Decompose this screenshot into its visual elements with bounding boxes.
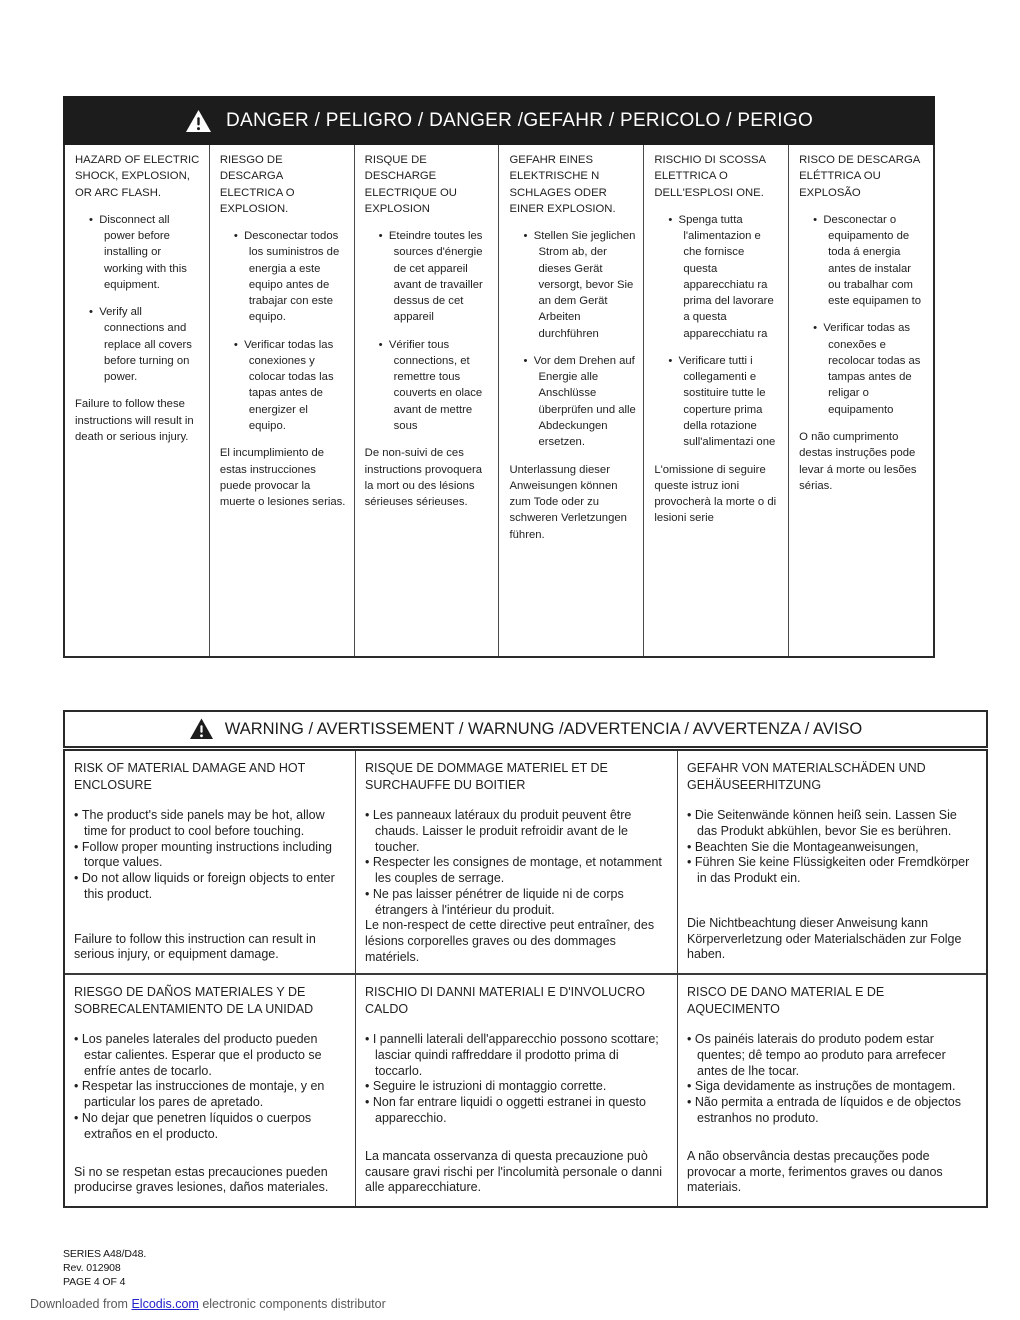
warning-header-bar [63, 710, 988, 748]
warning-cell-title: RISQUE DE DOMMAGE MATERIEL ET DE SURCHAUFFE DU BOITIER [365, 761, 608, 792]
danger-column-title: GEFAHR EINES ELEKTRISCHE N SCHLAGES ODER EINER EXPLOSION. [509, 154, 616, 215]
warning-footer-text: Die Nichtbeachtung dieser Anweisung kann Körperverletzung oder Materialschäden zur Folge haben. [687, 915, 962, 962]
danger-footer-text: Unterlassung dieser Anweisungen können zum Tode oder zu schweren Verletzungen führen. [509, 463, 627, 541]
warning-bullet-list [365, 808, 667, 918]
warning-grid [63, 749, 988, 1208]
warning-bullet-item: • No dejar que penetren líquidos o cuerpos extraños en el producto. [74, 1111, 345, 1143]
warning-bullet-list [74, 1032, 345, 1142]
warning-footer-text: Le non-respect de cette directive peut entraîner, des lésions corporelles graves ou des dommages matériels. [365, 918, 655, 964]
danger-section [63, 96, 935, 658]
warning-bullet-item: • Ne pas laisser pénétrer de liquide ni de corps étrangers à l'intérieur du produit. [365, 887, 667, 919]
danger-footer-text: De non-suivi de ces instructions provoquera la mort ou des lésions sérieuses sérieuses. [364, 447, 483, 509]
warning-footer-text: Si no se respetan estas precauciones pueden producirse graves lesiones, daños materiales. [74, 1164, 329, 1195]
doc-page-label: PAGE 4 OF 4 [63, 1276, 126, 1289]
warning-bullet-item: • Los paneles laterales del producto pueden estar calientes. Esperar que el producto se enfríe antes de tocarlo. [74, 1032, 345, 1079]
warning-bullet-item: • Respecter les consignes de montage, et notamment les couples de serrage. [365, 855, 667, 887]
warning-cell-title: GEFAHR VON MATERIALSCHÄDEN UND GEHÄUSEERHITZUNG [687, 761, 926, 792]
danger-bullet-list [220, 228, 347, 434]
danger-bullet-list [654, 212, 781, 451]
warning-bullet-item: • Não permita a entrada de líquidos e de objectos estranhos no produto. [687, 1095, 976, 1127]
danger-bullet-item: • Desconectar todos los suministros de energia a este equipo antes de trabajar con este equipo. [234, 228, 347, 326]
danger-column-spanish [210, 145, 355, 656]
danger-bullet-list [799, 212, 926, 418]
danger-bullet-item: • Stellen Sie jeglichen Strom ab, der dieses Gerät versorgt, bevor Sie an dem Gerät Arbeiten durchführen [523, 228, 636, 342]
danger-bullet-item: • Spenga tutta l'alimentazion e che fornisce questa apparecchiatu ra prima del lavorare a questa apparecchiatu ra [668, 212, 781, 342]
warning-cell-spanish [65, 975, 356, 1206]
warning-footer-text: Failure to follow this instruction can result in serious injury, or equipment damage. [74, 931, 316, 962]
danger-bullet-item: • Verificare tutti i collegamenti e sostituire tutte le coperture prima della rotazione sull'alimentazi one [668, 353, 781, 451]
doc-series-label: SERIES A48/D48. [63, 1248, 147, 1260]
danger-bullet-item: • Verify all connections and replace all covers before turning on power. [89, 304, 202, 385]
danger-column-title: RISQUE DE DESCHARGE ELECTRIQUE OU EXPLOSION [364, 154, 457, 215]
doc-footer [63, 1247, 146, 1290]
elcodis-link[interactable]: Elcodis.com [131, 1297, 199, 1311]
warning-bullet-item: • Follow proper mounting instructions including torque values. [74, 840, 345, 872]
download-prefix: Downloaded from [30, 1297, 132, 1311]
warning-cell-english [65, 751, 356, 975]
warning-cell-portuguese [678, 975, 986, 1206]
danger-bullet-item: • Disconnect all power before installing or working with this equipment. [89, 212, 202, 293]
warning-cell-french [356, 751, 678, 975]
warning-bullet-list [365, 1032, 667, 1127]
warning-footer-text: A não observância destas precauções pode provocar a morte, ferimentos graves ou danos materiais. [687, 1148, 943, 1195]
warning-triangle-icon [189, 718, 214, 740]
danger-column-title: RIESGO DE DESCARGA ELECTRICA O EXPLOSION. [219, 154, 295, 215]
danger-bullet-list [75, 212, 202, 386]
danger-header-bar [63, 96, 935, 145]
warning-bullet-item: • The product's side panels may be hot, allow time for product to cool before touching. [74, 808, 345, 840]
danger-table [63, 145, 935, 658]
danger-column-title: RISCO DE DESCARGA ELÉTTRICA OU EXPLOSÃO [799, 154, 920, 199]
warning-bullet-item: • Respetar las instrucciones de montaje, y en particular los pares de apretado. [74, 1079, 345, 1111]
danger-footer-text: Failure to follow these instructions will result in death or serious injury. [75, 398, 194, 443]
warning-bullet-list [74, 808, 345, 903]
warning-bullet-item: • Beachten Sie die Montageanweisungen, [687, 840, 976, 856]
danger-column-portuguese [789, 145, 933, 656]
danger-column-english [65, 145, 210, 656]
doc-rev-label: Rev. 012908 [63, 1262, 121, 1275]
danger-bullet-item: • Verificar todas las conexiones y colocar todas las tapas antes de energizer el equipo. [234, 337, 347, 435]
danger-bullet-item: • Vérifier tous connections, et remettre tous couverts en olace avant de mettre sous [379, 337, 492, 435]
danger-column-title: RISCHIO DI SCOSSA ELETTRICA O DELL'ESPLOSI ONE. [654, 154, 766, 199]
danger-header-title: DANGER / PELIGRO / DANGER /GEFAHR / PERICOLO / PERIGO [225, 109, 814, 131]
warning-section [63, 710, 988, 1208]
danger-bullet-item: • Verificar todas as conexões e recolocar todas as tampas antes de religar o equipamento [813, 320, 926, 418]
download-suffix: electronic components distributor [198, 1297, 386, 1311]
warning-bullet-list [687, 1032, 976, 1127]
download-note [30, 1297, 386, 1311]
warning-bullet-item: • Seguire le istruzioni di montaggio corrette. [365, 1079, 667, 1095]
warning-bullet-item: • I pannelli laterali dell'apparecchio possono scottare; lasciar quindi raffreddare il prodotto prima di toccarlo. [365, 1032, 667, 1079]
danger-bullet-item: • Vor dem Drehen auf Energie alle Anschlüsse überprüfen und alle Abdeckungen ersetzen. [523, 353, 636, 451]
warning-bullet-item: • Do not allow liquids or foreign objects to enter this product. [74, 871, 345, 903]
warning-header-title: WARNING / AVERTISSEMENT / WARNUNG /ADVERTENCIA / AVVERTENZA / AVISO [224, 719, 863, 738]
warning-bullet-item: • Führen Sie keine Flüssigkeiten oder Fremdkörper in das Produkt ein. [687, 855, 976, 887]
warning-triangle-icon [185, 109, 212, 133]
danger-bullet-item: • Eteindre toutes les sources d'énergie de cet appareil avant de travailler dessus de cet appareil [379, 228, 492, 326]
danger-footer-text: O não cumprimento destas instruções pode levar á morte ou lesões sérias. [799, 430, 917, 492]
warning-bullet-item: • Non far entrare liquidi o oggetti estranei in questo apparecchio. [365, 1095, 667, 1127]
warning-bullet-list [687, 808, 976, 887]
danger-footer-text: El incumplimiento de estas instrucciones puede provocar la muerte o lesiones serias. [219, 447, 346, 509]
warning-footer-text: La mancata osservanza di questa precauzione può causare gravi rischi per l'incolumità personale o danni alle apparecchiature. [365, 1148, 662, 1195]
danger-footer-text: L'omissione di seguire queste istruz ioni provocherà la morte o di lesioni serie [654, 463, 777, 525]
warning-cell-title: RISCHIO DI DANNI MATERIALI E D'INVOLUCRO CALDO [365, 985, 645, 1016]
danger-column-italian [644, 145, 789, 656]
warning-cell-title: RISCO DE DANO MATERIAL E DE AQUECIMENTO [687, 985, 885, 1016]
danger-column-title: HAZARD OF ELECTRIC SHOCK, EXPLOSION, OR ARC FLASH. [75, 154, 200, 199]
warning-cell-italian [356, 975, 678, 1206]
danger-bullet-item: • Desconectar o equipamento de toda á energia antes de instalar ou trabalhar com este equipamen to [813, 212, 926, 310]
danger-bullet-list [509, 228, 636, 450]
warning-bullet-item: • Die Seitenwände können heiß sein. Lassen Sie das Produkt abkühlen, bevor Sie es berühren. [687, 808, 976, 840]
warning-cell-title: RIESGO DE DAÑOS MATERIALES Y DE SOBRECALENTAMIENTO DE LA UNIDAD [74, 985, 314, 1016]
warning-bullet-item: • Os painéis laterais do produto podem estar quentes; dê tempo ao produto para arrefecer antes de lhe tocar. [687, 1032, 976, 1079]
warning-bullet-item: • Les panneaux latéraux du produit peuvent être chauds. Laisser le produit refroidir avant de le toucher. [365, 808, 667, 855]
warning-cell-title: RISK OF MATERIAL DAMAGE AND HOT ENCLOSURE [74, 761, 306, 792]
warning-cell-german [678, 751, 986, 975]
danger-column-french [355, 145, 500, 656]
danger-bullet-list [365, 228, 492, 434]
danger-column-german [499, 145, 644, 656]
warning-bullet-item: • Siga devidamente as instruções de montagem. [687, 1079, 976, 1095]
